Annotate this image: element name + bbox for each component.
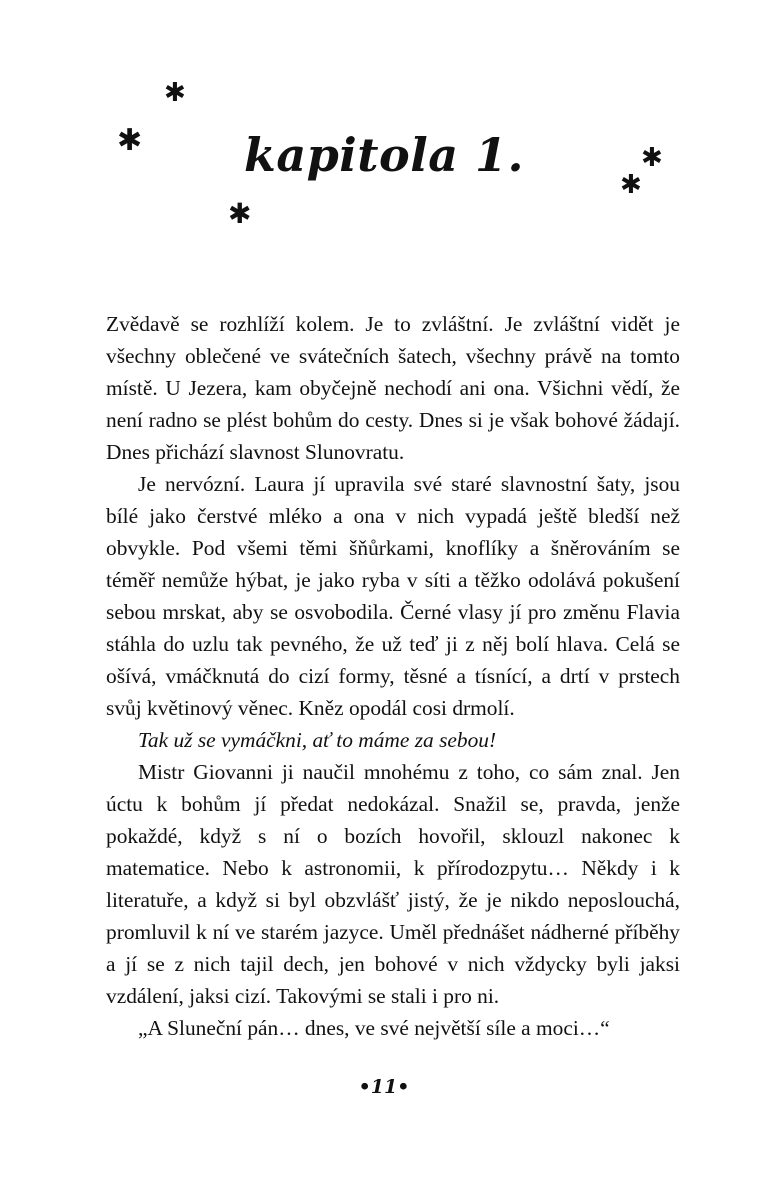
star-ornament-icon: ✱: [228, 197, 252, 230]
italic-thought-paragraph: Tak už se vymáčkni, ať to máme za sebou!: [138, 728, 497, 752]
chapter-body: [106, 308, 680, 1044]
chapter-title: kapitola 1.: [243, 128, 525, 182]
page-number: •11•: [358, 1076, 410, 1098]
paragraph: Mistr Giovanni ji naučil mnohému z toho, co sám znal. Jen úctu k bohům jí předat nedokázal. Snažil se, pravda, jenže pokaždé, když s ní o bozích hovořil, sklouzl nakonec k matematice. Nebo k astronomii, k přírodozpytu… Někdy i k literatuře, a když si byl obzvlášť jistý, že je nikdo neposlouchá, promluvil k ní ve starém jazyce. Uměl přednášet nádherné příběhy a jí se z nich tajil dech, jen bohové v nich vždycky byli jaksi vzdálení, jaksi cizí. Takovými se stali i pro ni.: [106, 760, 680, 1008]
paragraph: Zvědavě se rozhlíží kolem. Je to zvláštní. Je zvláštní vidět je všechny oblečené ve svátečních šatech, všechny právě na tomto místě. U Jezera, kam obyčejně nechodí ani ona. Všichni vědí, že není radno se plést bohům do cesty. Dnes si je však bohové žádají. Dnes přichází slavnost Slunovratu.: [106, 312, 680, 464]
paragraph: Je nervózní. Laura jí upravila své staré slavnostní šaty, jsou bílé jako čerstvé mléko a ona v nich vypadá ještě bledší než obvykle. Pod všemi těmi šňůrkami, knoflíky a šněrováním se téměř nemůže hýbat, je jako ryba v síti a těžko odolává pokušení sebou mrskat, aby se osvobodila. Černé vlasy jí pro změnu Flavia stáhla do uzlu tak pevného, že už teď ji z něj bolí hlava. Celá se ošívá, vmáčknutá do cizí formy, těsné a tísnící, a drtí v prstech svůj květinový věnec. Kněz opodál cosi drmolí.: [106, 472, 680, 720]
star-ornament-icon: ✱: [620, 170, 642, 200]
star-ornament-icon: ✱: [117, 123, 143, 158]
dialogue-paragraph: „A Sluneční pán… dnes, ve své největší síle a moci…“: [138, 1016, 610, 1040]
star-ornament-icon: ✱: [641, 143, 663, 173]
star-ornament-icon: ✱: [164, 78, 186, 108]
